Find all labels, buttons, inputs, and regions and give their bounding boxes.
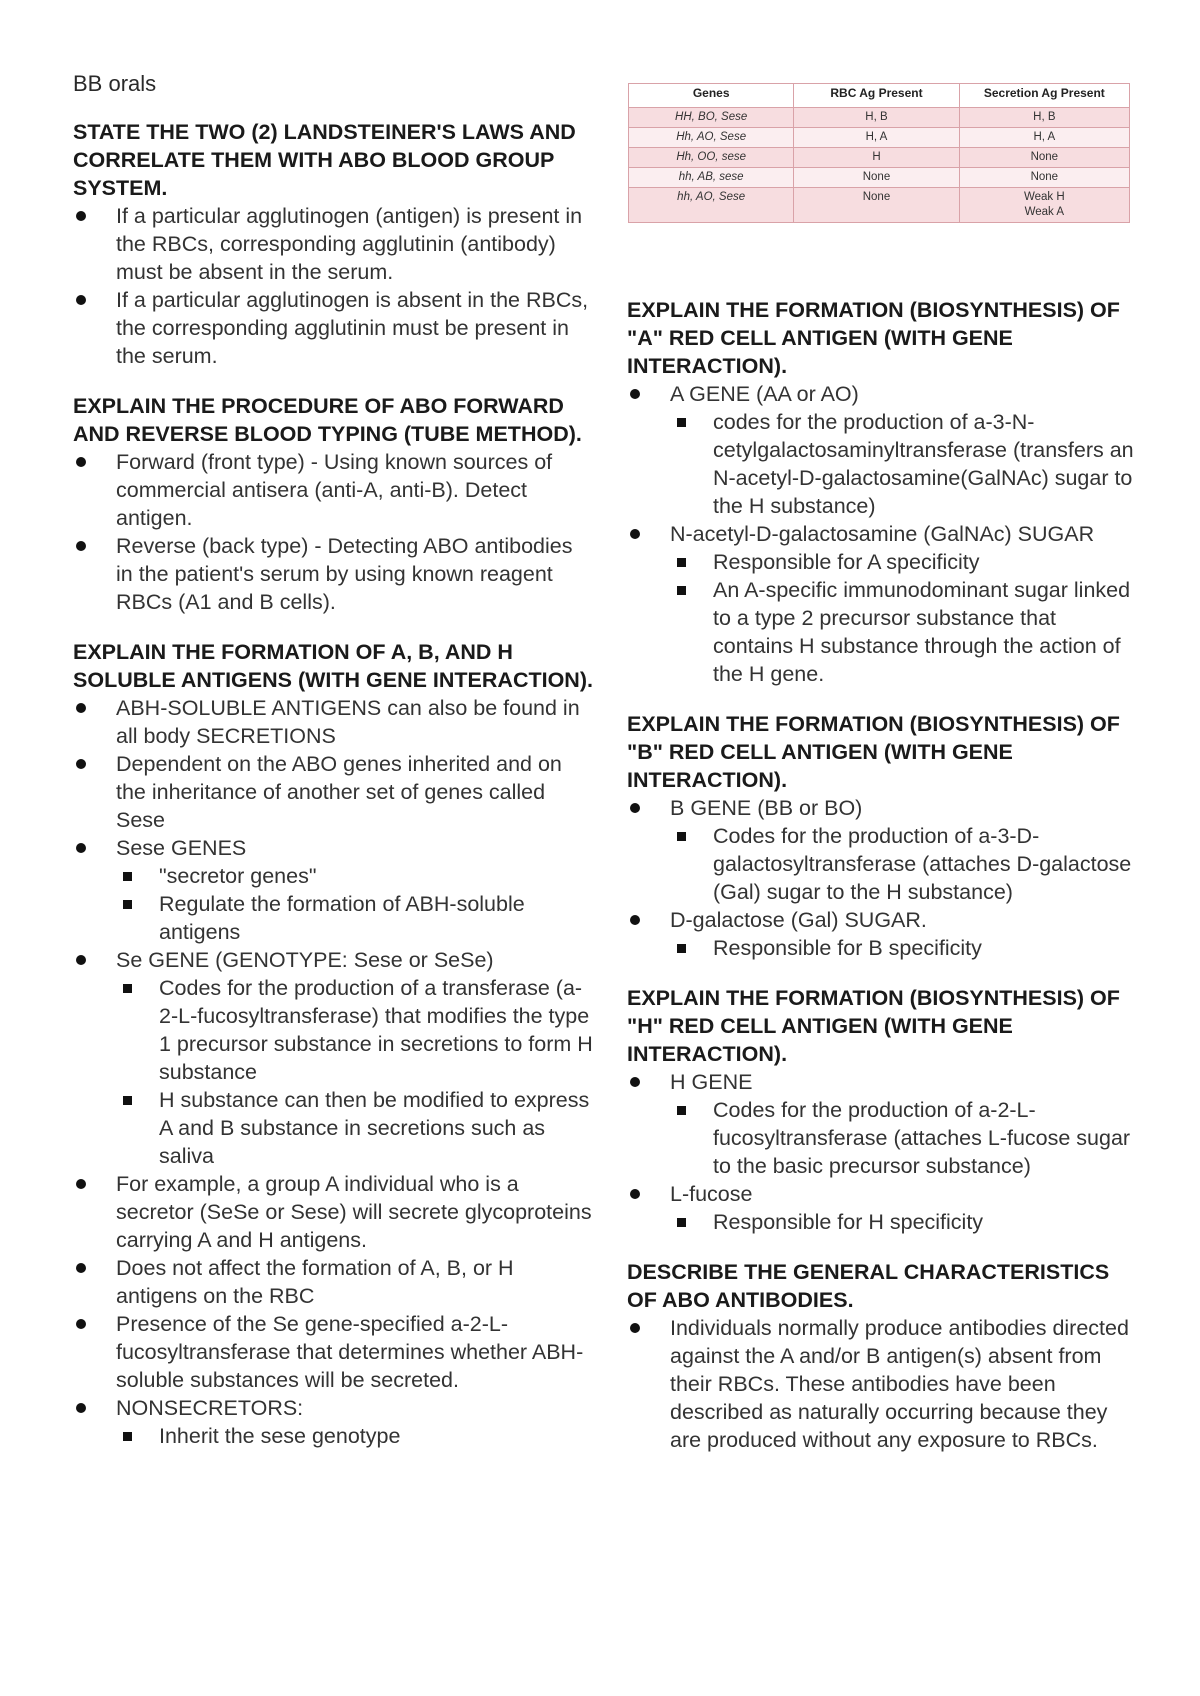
sub-bullet-list (670, 1096, 1142, 1180)
sub-list-item: H substance can then be modified to express A and B substance in secretions such as saliva (116, 1086, 593, 1170)
secretion-ag-cell: H, A (959, 128, 1129, 148)
sub-list-item: Responsible for B specificity (670, 934, 1142, 962)
list-item (73, 694, 593, 750)
genes-cell: HH, BO, Sese (629, 108, 794, 128)
section-title: EXPLAIN THE FORMATION (BIOSYNTHESIS) OF "H" RED CELL ANTIGEN (WITH GENE INTERACTION). (627, 986, 1120, 1066)
sub-list-item: Responsible for H specificity (670, 1208, 1142, 1236)
table-row (629, 168, 1130, 188)
section (627, 1258, 1142, 1454)
secretion-ag-cell: None (959, 148, 1129, 168)
rbc-ag-cell: H (794, 148, 959, 168)
sub-bullet-list (670, 1208, 1142, 1236)
bullet-list (73, 202, 593, 370)
sub-bullet-list (116, 1422, 593, 1450)
sub-bullet-list (670, 548, 1142, 688)
section (627, 984, 1142, 1236)
list-item (627, 1314, 1142, 1454)
list-item-text: Dependent on the ABO genes inherited and on the inheritance of another set of genes called Sese (116, 752, 562, 832)
table-row (629, 108, 1130, 128)
table-header-rbc-ag: RBC Ag Present (794, 84, 959, 108)
bullet-list (627, 794, 1142, 962)
genes-cell: Hh, AO, Sese (629, 128, 794, 148)
table-row (629, 128, 1130, 148)
sub-bullet-list (670, 408, 1142, 520)
table-row (629, 148, 1130, 168)
sub-list-item: Responsible for A specificity (670, 548, 1142, 576)
sub-bullet-list (670, 934, 1142, 962)
section-title: EXPLAIN THE FORMATION (BIOSYNTHESIS) OF "A" RED CELL ANTIGEN (WITH GENE INTERACTION). (627, 298, 1120, 378)
bullet-list (73, 448, 593, 616)
genes-antigen-table (628, 83, 1130, 223)
list-item (73, 532, 593, 616)
list-item-text: L-fucose (670, 1182, 753, 1206)
list-item (73, 202, 593, 286)
list-item-text: Se GENE (GENOTYPE: Sese or SeSe) (116, 948, 494, 972)
sub-list-item: Inherit the sese genotype (116, 1422, 593, 1450)
list-item-text: A GENE (AA or AO) (670, 382, 859, 406)
list-item (73, 1310, 593, 1394)
table-header-genes: Genes (629, 84, 794, 108)
section-title: EXPLAIN THE FORMATION (BIOSYNTHESIS) OF "B" RED CELL ANTIGEN (WITH GENE INTERACTION). (627, 712, 1120, 792)
sub-list-item: An A-specific immunodominant sugar linked to a type 2 precursor substance that contains H substance through the action of the H gene. (670, 576, 1142, 688)
bullet-list (627, 380, 1142, 688)
section-title: STATE THE TWO (2) LANDSTEINER'S LAWS AND CORRELATE THEM WITH ABO BLOOD GROUP SYSTEM. (73, 120, 576, 200)
list-item (73, 1394, 593, 1450)
right-column (627, 296, 1142, 1476)
list-item (627, 520, 1142, 688)
sub-list-item: Codes for the production of a transferase (a-2-L-fucosyltransferase) that modifies the type 1 precursor substance in secretions to form H substance (116, 974, 593, 1086)
section (73, 392, 593, 616)
table-header-secretion-ag: Secretion Ag Present (959, 84, 1129, 108)
rbc-ag-cell: None (794, 188, 959, 223)
list-item (627, 794, 1142, 906)
secretion-ag-cell: Weak H Weak A (959, 188, 1129, 223)
section-title: DESCRIBE THE GENERAL CHARACTERISTICS OF ABO ANTIBODIES. (627, 1260, 1110, 1312)
sub-list-item: "secretor genes" (116, 862, 593, 890)
sub-list-item: codes for the production of a-3-N-cetylgalactosaminyltransferase (transfers an N-acetyl-D-galactosamine(GalNAc) sugar to the H substance) (670, 408, 1142, 520)
list-item (627, 380, 1142, 520)
list-item-text: If a particular agglutinogen is absent in the RBCs, the corresponding agglutinin must be present in the serum. (116, 288, 589, 368)
list-item-text: Does not affect the formation of A, B, or H antigens on the RBC (116, 1256, 514, 1308)
sub-bullet-list (670, 822, 1142, 906)
bullet-list (627, 1068, 1142, 1236)
list-item-text: If a particular agglutinogen (antigen) is present in the RBCs, corresponding agglutinin (antibody) must be absent in the serum. (116, 204, 583, 284)
genes-cell: hh, AB, sese (629, 168, 794, 188)
section (73, 118, 593, 370)
page-label: BB orals (73, 71, 157, 96)
rbc-ag-cell: H, A (794, 128, 959, 148)
section (627, 710, 1142, 962)
left-column (73, 70, 593, 1472)
list-item (627, 1180, 1142, 1236)
list-item-text: Reverse (back type) - Detecting ABO antibodies in the patient's serum by using known reagent RBCs (A1 and B cells). (116, 534, 573, 614)
table-header-row (629, 84, 1130, 108)
list-item (73, 834, 593, 946)
list-item-text: B GENE (BB or BO) (670, 796, 863, 820)
section (73, 638, 593, 1450)
list-item (73, 286, 593, 370)
list-item-text: NONSECRETORS: (116, 1396, 304, 1420)
sub-bullet-list (116, 974, 593, 1170)
bullet-list (627, 1314, 1142, 1454)
list-item-text: Presence of the Se gene-specified a-2-L-fucosyltransferase that determines whether ABH-soluble substances will be secreted. (116, 1312, 584, 1392)
list-item (73, 1170, 593, 1254)
sub-list-item: Codes for the production of a-3-D-galactosyltransferase (attaches D-galactose (Gal) sugar to the H substance) (670, 822, 1142, 906)
list-item (627, 906, 1142, 962)
sub-bullet-list (116, 862, 593, 946)
sub-list-item: Codes for the production of a-2-L-fucosyltransferase (attaches L-fucose sugar to the basic precursor substance) (670, 1096, 1142, 1180)
bullet-list (73, 694, 593, 1450)
right-sections (627, 296, 1142, 1454)
section (627, 296, 1142, 688)
table-row (629, 188, 1130, 223)
sub-list-item: Regulate the formation of ABH-soluble antigens (116, 890, 593, 946)
list-item-text: ABH-SOLUBLE ANTIGENS can also be found in all body SECRETIONS (116, 696, 580, 748)
list-item-text: H GENE (670, 1070, 753, 1094)
list-item-text: Forward (front type) - Using known sources of commercial antisera (anti-A, anti-B). Detect antigen. (116, 450, 553, 530)
list-item (627, 1068, 1142, 1180)
list-item-text: Individuals normally produce antibodies directed against the A and/or B antigen(s) absent from their RBCs. These antibodies have been described as naturally occurring because they are produced without any exposure to RBCs. (670, 1316, 1129, 1452)
list-item-text: For example, a group A individual who is a secretor (SeSe or Sese) will secrete glycoproteins carrying A and H antigens. (116, 1172, 592, 1252)
rbc-ag-cell: H, B (794, 108, 959, 128)
list-item-text: D-galactose (Gal) SUGAR. (670, 908, 927, 932)
list-item (73, 448, 593, 532)
section-title: EXPLAIN THE FORMATION OF A, B, AND H SOLUBLE ANTIGENS (WITH GENE INTERACTION). (73, 640, 593, 692)
section-title: EXPLAIN THE PROCEDURE OF ABO FORWARD AND REVERSE BLOOD TYPING (TUBE METHOD). (73, 394, 582, 446)
list-item (73, 946, 593, 1170)
list-item-text: Sese GENES (116, 836, 247, 860)
genes-cell: hh, AO, Sese (629, 188, 794, 223)
table-body (629, 108, 1130, 223)
list-item (73, 750, 593, 834)
list-item (73, 1254, 593, 1310)
left-sections (73, 118, 593, 1450)
list-item-text: N-acetyl-D-galactosamine (GalNAc) SUGAR (670, 522, 1095, 546)
secretion-ag-cell: H, B (959, 108, 1129, 128)
secretion-ag-cell: None (959, 168, 1129, 188)
rbc-ag-cell: None (794, 168, 959, 188)
genes-cell: Hh, OO, sese (629, 148, 794, 168)
